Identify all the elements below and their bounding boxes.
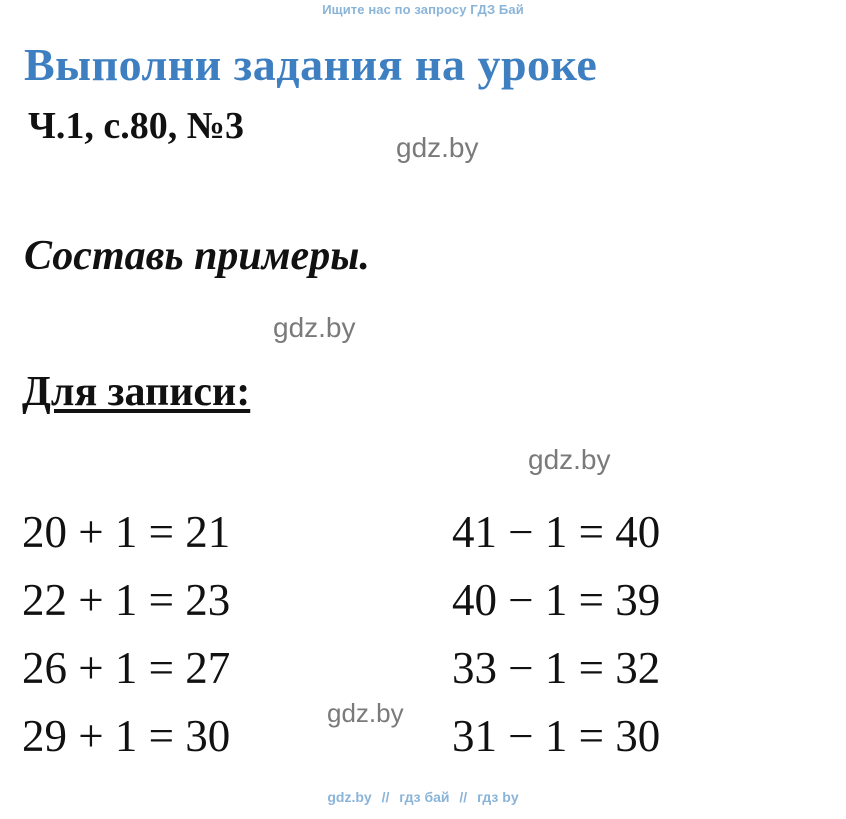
record-label: Для записи:: [22, 369, 251, 415]
watermark: gdz.by: [528, 444, 611, 475]
equation: 26 + 1 = 27: [22, 643, 231, 693]
equation: 33 − 1 = 32: [452, 643, 661, 693]
answers-right-column: [452, 498, 822, 770]
footer-item-1: gdz.by: [327, 789, 372, 805]
page-title: Выполни задания на уроке: [24, 39, 598, 90]
equation: 41 − 1 = 40: [452, 507, 661, 557]
header-note: Ищите нас по запросу ГДЗ Бай: [322, 2, 524, 17]
task-text: Составь примеры.: [24, 233, 370, 279]
footer-item-3: гдз by: [477, 789, 519, 805]
footer-separator: //: [459, 789, 468, 805]
equation: 31 − 1 = 30: [452, 711, 661, 761]
answers-columns: [22, 498, 822, 770]
equation: 29 + 1 = 30: [22, 711, 231, 761]
footer: [0, 789, 846, 805]
equation: 22 + 1 = 23: [22, 575, 231, 625]
watermark: gdz.by: [327, 698, 404, 728]
equation: 20 + 1 = 21: [22, 507, 231, 557]
watermark: gdz.by: [396, 132, 479, 163]
footer-separator: //: [381, 789, 390, 805]
page-subtitle: Ч.1, с.80, №3: [28, 105, 244, 147]
footer-item-2: гдз бай: [399, 789, 450, 805]
watermark: gdz.by: [273, 312, 356, 343]
equation: 40 − 1 = 39: [452, 575, 661, 625]
answers-left-column: [22, 498, 452, 770]
